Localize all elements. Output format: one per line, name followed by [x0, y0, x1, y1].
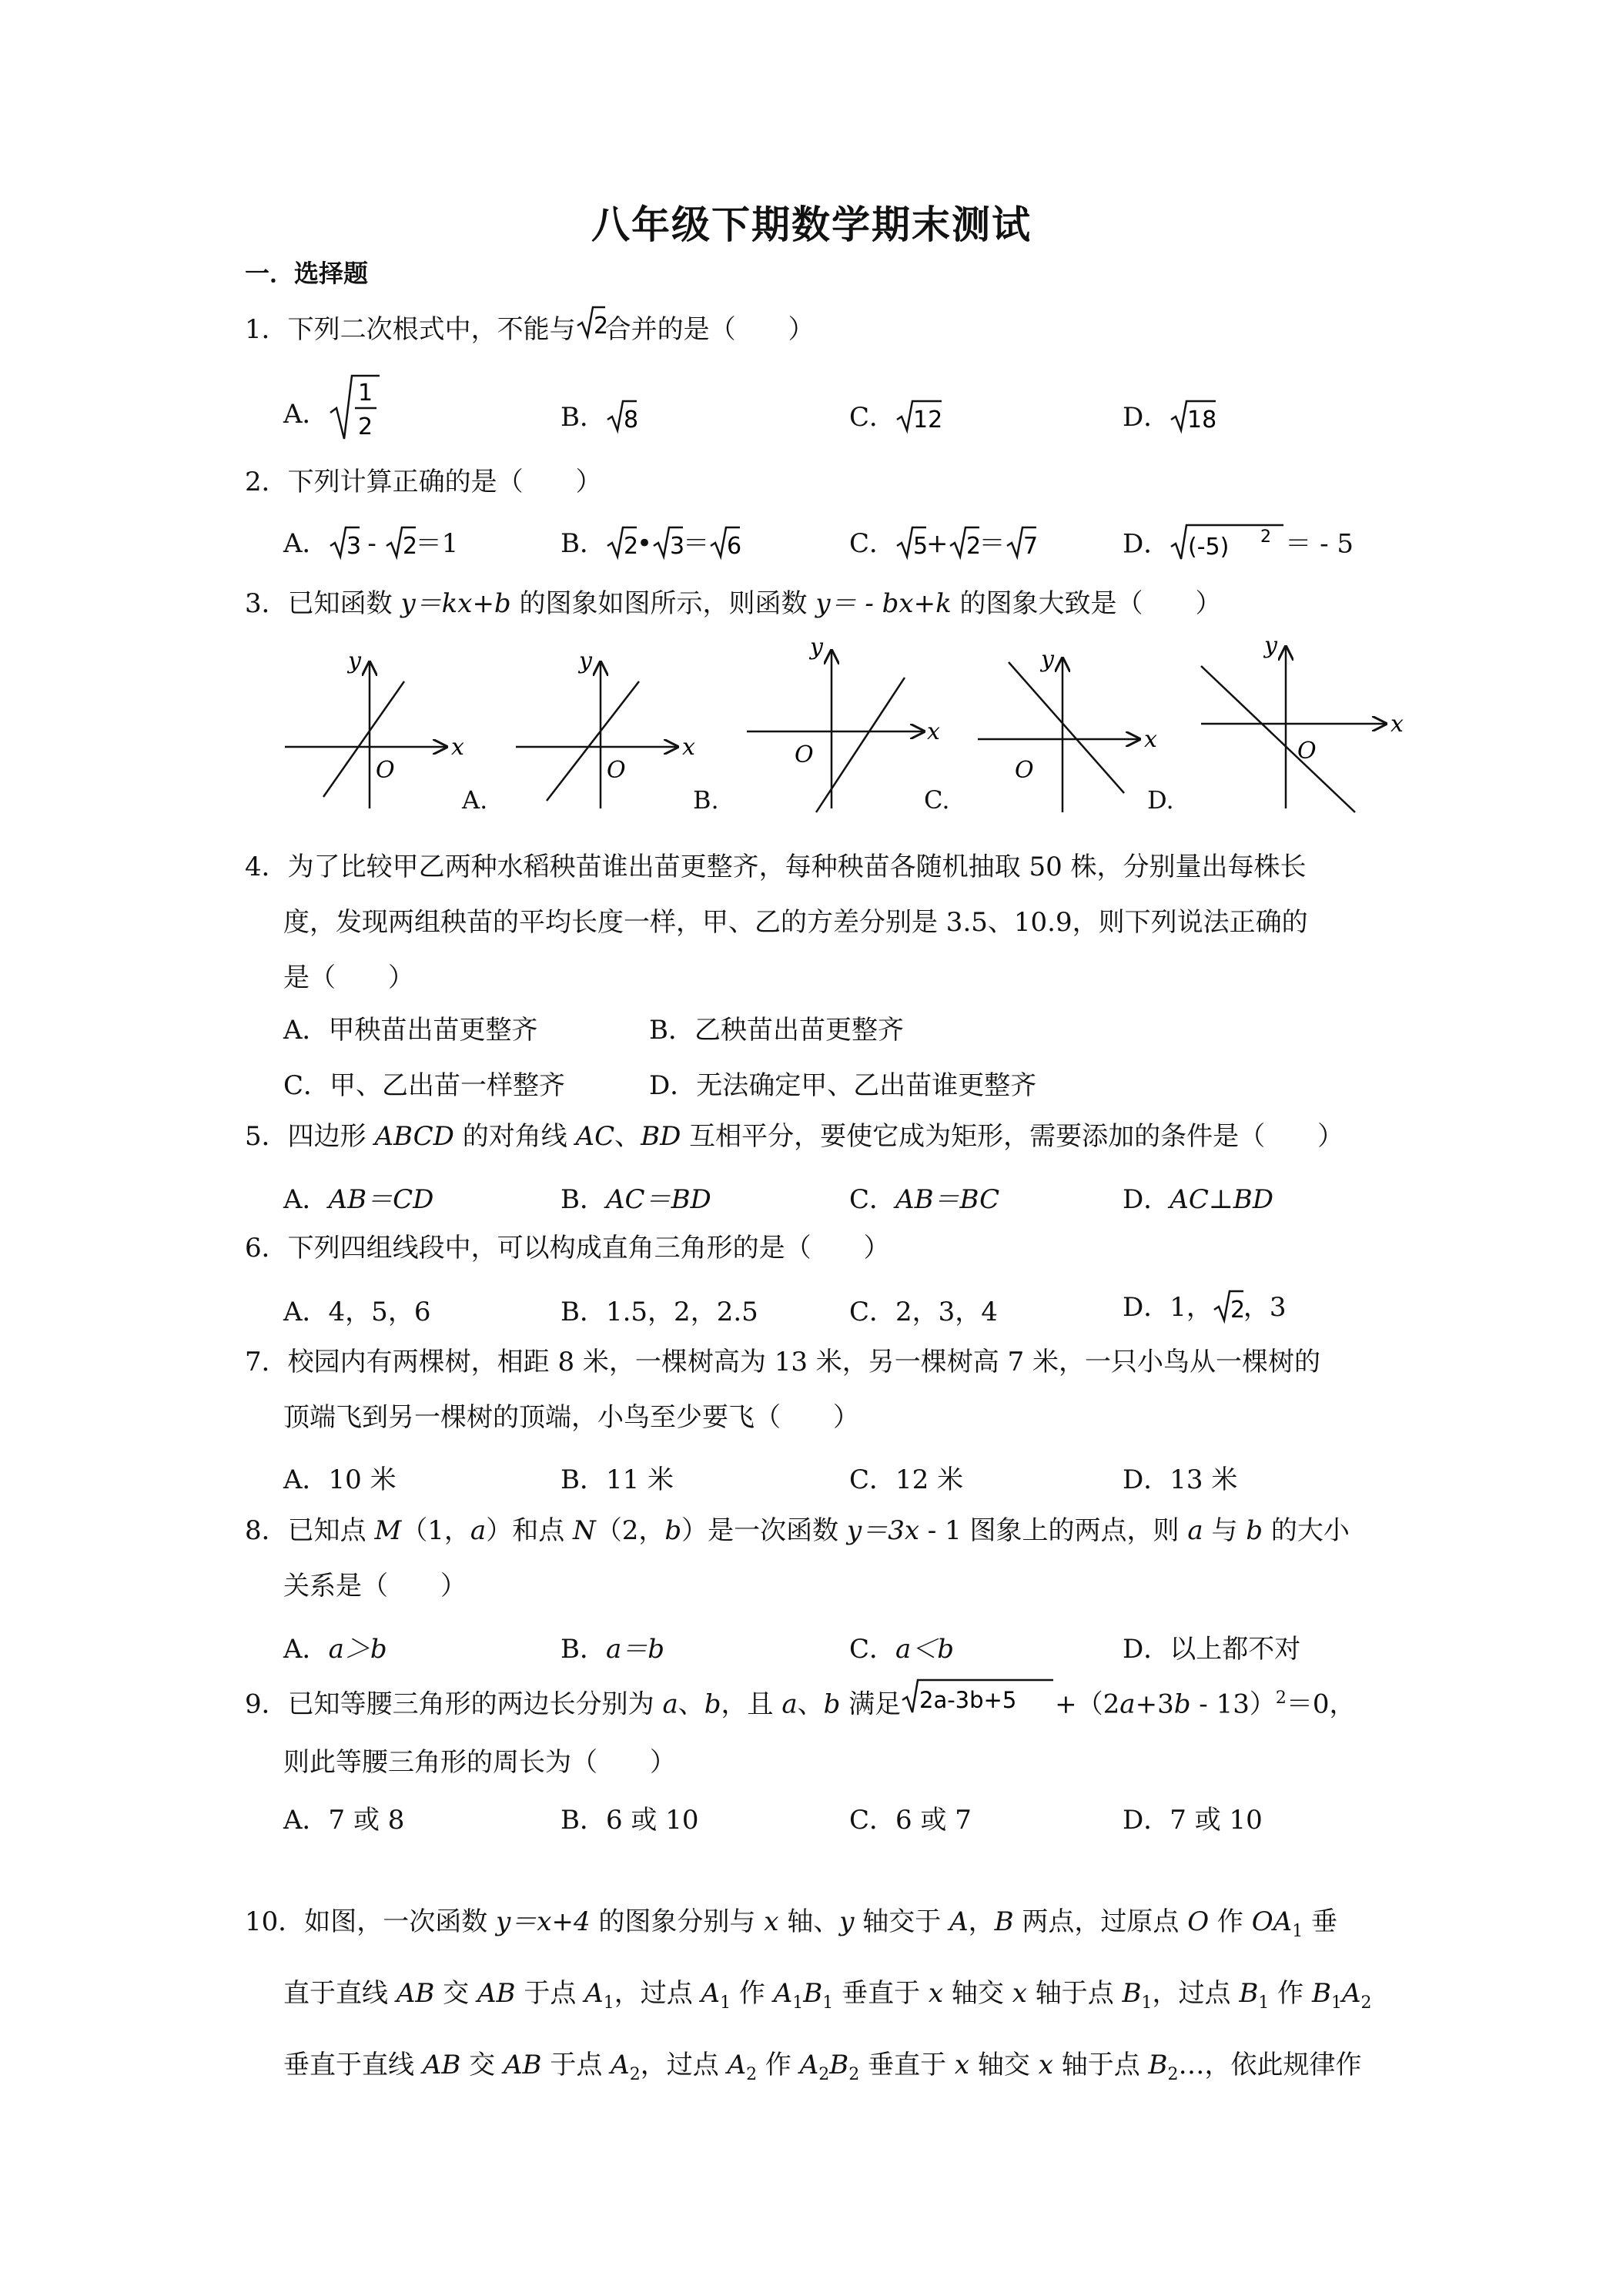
subscript: 1 — [1292, 1921, 1303, 1941]
question-text: 关系是（ ） — [283, 1571, 467, 1602]
question-text: ）是一次函数 — [681, 1515, 847, 1546]
math-var: B — [1122, 1977, 1142, 2009]
formula: y＝3x — [846, 1515, 919, 1546]
radical — [895, 398, 942, 440]
question-text: 直于直线 — [283, 1977, 397, 2009]
option-a[interactable]: A．7 或 8 — [283, 1805, 405, 1836]
formula: y＝x+4 — [496, 1906, 591, 1937]
question-text: 于点 — [515, 1977, 585, 2009]
axis-label-y: y — [348, 648, 361, 674]
math-var: A — [1341, 1977, 1361, 2009]
radical — [329, 524, 360, 567]
question-10-line-3 — [245, 2034, 1372, 2106]
question-text: 四边形 — [287, 1121, 375, 1152]
question-text: 则此等腰三角形的周长为（ ） — [283, 1746, 676, 1778]
option-c[interactable] — [849, 522, 1036, 567]
option-b[interactable] — [561, 396, 637, 440]
math-var: x — [1012, 1977, 1027, 2009]
math-var: AC — [575, 1121, 615, 1152]
question-text: 度，发现两组秧苗的平均长度一样，甲、乙的方差分别是 3.5、10.9，则下列说法正确的 — [283, 907, 1308, 938]
radicand: 6 — [727, 532, 742, 560]
question-number: 9． — [245, 1689, 288, 1720]
radical — [895, 524, 929, 567]
question-text: 、 — [797, 1689, 824, 1720]
math-var: a — [470, 1515, 487, 1546]
option-b[interactable] — [561, 522, 740, 567]
question-text: 的图象分别与 — [590, 1906, 765, 1937]
question-text: 、 — [614, 1121, 641, 1152]
origin-label: O — [607, 757, 626, 784]
math-var: N — [573, 1515, 596, 1546]
radical — [901, 1677, 1055, 1735]
question-2 — [245, 454, 602, 510]
axis-label-x: x — [1390, 711, 1404, 738]
option-b[interactable] — [561, 1178, 711, 1216]
option-b[interactable]: B．1.5，2，2.5 — [561, 1297, 758, 1327]
option-a[interactable] — [283, 1178, 433, 1216]
subscript: 1 — [822, 1993, 834, 2013]
question-4 — [245, 839, 1392, 1006]
option-b[interactable]: B．6 或 10 — [561, 1805, 699, 1836]
option-d[interactable] — [1123, 522, 1354, 569]
math-var: a — [1119, 1689, 1136, 1720]
option-c[interactable]: C．甲、乙出苗一样整齐 — [283, 1070, 566, 1101]
math-var: O — [1187, 1906, 1210, 1937]
math-var: B — [829, 2049, 849, 2080]
equation-result: ＝ - 5 — [1285, 528, 1354, 560]
radicand: 3 — [670, 532, 685, 560]
option-d[interactable]: D．以上都不对 — [1123, 1634, 1301, 1665]
math-var: b — [823, 1689, 841, 1720]
origin-label: O — [376, 757, 395, 784]
math-var: b — [664, 1515, 682, 1546]
question-3-graphs — [277, 632, 1404, 816]
question-number: 5． — [245, 1121, 288, 1152]
math-var: A — [773, 1977, 793, 2009]
question-text: 交 — [434, 1977, 477, 2009]
question-text: 顶端飞到另一棵树的顶端，小鸟至少要飞（ ） — [283, 1402, 859, 1433]
option-label: C． — [849, 1634, 896, 1665]
math-var: B — [1148, 2049, 1168, 2080]
subscript: 1 — [720, 1993, 731, 2013]
question-text: ，过点 — [640, 2049, 728, 2080]
option-label: C． — [849, 402, 896, 433]
math-var: x — [954, 2049, 970, 2080]
question-text: 轴、 — [778, 1906, 840, 1937]
radicand: 3 — [346, 532, 361, 560]
question-7 — [245, 1334, 1392, 1445]
math-var: x — [928, 1977, 944, 2009]
page-title: 八年级下期数学期末测试 — [591, 202, 1032, 247]
math-var: x — [764, 1906, 779, 1937]
radical — [576, 303, 608, 359]
question-number: 7． — [245, 1347, 288, 1377]
option-a[interactable]: A．甲秧苗出苗更整齐 — [283, 1015, 538, 1046]
math-var: A — [584, 1977, 604, 2009]
graph-option-a[interactable] — [516, 648, 695, 808]
option-d[interactable]: D．13 米 — [1123, 1464, 1238, 1495]
option-a[interactable]: A．10 米 — [283, 1464, 397, 1495]
question-text: 已知等腰三角形的两边长分别为 — [287, 1689, 663, 1720]
formula: y＝ - bx+k — [815, 588, 952, 619]
question-text: 作 — [1209, 1906, 1252, 1937]
question-1 — [245, 302, 815, 359]
option-b[interactable] — [561, 1628, 664, 1665]
origin-label: O — [795, 741, 814, 768]
question-text: 、 — [678, 1689, 704, 1720]
exponent: 2 — [1260, 527, 1272, 547]
question-text: 轴交 — [943, 1977, 1012, 2009]
option-c[interactable] — [849, 396, 942, 440]
option-c[interactable]: C．12 米 — [849, 1464, 964, 1495]
question-text: ，过点 — [1152, 1977, 1240, 2009]
option-d[interactable]: D．7 或 10 — [1123, 1805, 1263, 1836]
option-text: D．1， — [1123, 1292, 1213, 1323]
math-var: AB — [503, 2049, 542, 2080]
radical — [385, 524, 416, 567]
option-text: ，3 — [1243, 1292, 1287, 1323]
option-c[interactable]: C．6 或 7 — [849, 1805, 972, 1836]
graph-given — [285, 648, 464, 808]
option-c[interactable]: C．2，3，4 — [849, 1297, 998, 1327]
radicand: 2 — [965, 532, 981, 560]
option-text: a＝b — [606, 1634, 665, 1665]
question-number: 10． — [245, 1906, 305, 1937]
math-var: B — [1311, 1977, 1331, 2009]
question-text: 垂直于 — [859, 2049, 955, 2080]
question-number: 2． — [245, 467, 288, 497]
question-text: 为了比较甲乙两种水稻秧苗谁出苗更整齐，每种秧苗各随机抽取 50 株，分别量出每株长 — [287, 852, 1307, 882]
option-label: C． — [849, 528, 896, 559]
subscript: 2 — [818, 2064, 830, 2084]
question-text: 的对角线 — [453, 1121, 576, 1152]
radical — [1170, 398, 1216, 440]
question-number: 6． — [245, 1233, 288, 1263]
axis-label-x: x — [451, 734, 464, 761]
question-text: （2， — [595, 1515, 665, 1546]
option-d[interactable] — [1123, 1178, 1273, 1216]
question-text: 轴交 — [969, 2049, 1039, 2080]
math-var: A — [727, 2049, 747, 2080]
equation-result: ＝1 — [415, 528, 459, 559]
question-text: 交 — [460, 2049, 504, 2080]
question-number: 3． — [245, 588, 288, 619]
radical — [1006, 524, 1036, 567]
radicand: 2 — [624, 532, 639, 560]
radical-power — [1170, 522, 1285, 569]
graph-option-c[interactable] — [978, 646, 1157, 812]
subscript: 1 — [603, 1993, 614, 2013]
math-var: a — [662, 1689, 678, 1720]
math-var: B — [994, 1906, 1014, 1937]
subscript: 1 — [1330, 1993, 1342, 2013]
radical — [606, 524, 637, 567]
math-var: a — [1187, 1515, 1203, 1546]
question-text: 垂直于 — [833, 1977, 929, 2009]
option-label: B． — [561, 402, 606, 433]
question-text: 轴于点 — [1026, 1977, 1123, 2009]
subscript: 2 — [629, 2064, 641, 2084]
question-text: 的大小 — [1263, 1515, 1350, 1546]
question-text: 满足 — [840, 1689, 902, 1720]
origin-label: O — [1297, 738, 1317, 765]
math-var: ABCD — [374, 1121, 454, 1152]
operator: ＝ — [979, 528, 1006, 559]
section-heading: 一．选择题 — [245, 259, 369, 288]
question-text: （1， — [401, 1515, 470, 1546]
graph-label-d: D. — [1147, 785, 1174, 815]
question-text: 如图，一次函数 — [304, 1906, 497, 1937]
option-label: B． — [561, 1634, 606, 1665]
subscript: 1 — [1141, 1993, 1153, 2013]
question-text: - 1 图象上的两点，则 — [919, 1515, 1188, 1546]
subscript: 2 — [848, 2064, 860, 2084]
option-label: D． — [1123, 402, 1170, 433]
question-text: 下列四组线段中，可以构成直角三角形的是（ ） — [287, 1233, 890, 1263]
option-label: C． — [849, 1184, 896, 1215]
radical — [1213, 1288, 1243, 1330]
question-text: 两点，过原点 — [1013, 1906, 1188, 1937]
question-text: 与 — [1203, 1515, 1247, 1546]
math-var: A — [701, 1977, 721, 2009]
question-text: 下列计算正确的是（ ） — [287, 467, 602, 497]
formula: y＝kx+b — [400, 588, 511, 619]
question-text: 于点 — [541, 2049, 611, 2080]
math-var: AB — [422, 2049, 461, 2080]
radicand: 18 — [1187, 406, 1217, 433]
origin-label: O — [1015, 757, 1034, 784]
question-9 — [245, 1671, 1392, 1790]
radicand: 12 — [913, 406, 943, 433]
question-text: ）和点 — [486, 1515, 574, 1546]
question-text: 合并的是（ ） — [604, 314, 815, 345]
math-var: BD — [641, 1121, 681, 1152]
axis-label-x: x — [682, 734, 695, 761]
question-number: 8． — [245, 1515, 288, 1546]
math-var: B — [803, 1977, 823, 2009]
question-10 — [245, 1891, 1372, 2105]
denominator: 2 — [357, 413, 373, 440]
radicand: 7 — [1022, 532, 1038, 560]
option-b[interactable]: B．乙秧苗出苗更整齐 — [649, 1015, 904, 1046]
radicand: 2 — [593, 313, 608, 340]
math-var: OA — [1251, 1906, 1293, 1937]
question-text: 垂直于直线 — [283, 2049, 423, 2080]
option-a[interactable]: A．4，5，6 — [283, 1297, 431, 1327]
question-text: 的图象大致是（ ） — [951, 588, 1222, 619]
graph-option-b[interactable] — [747, 634, 940, 812]
math-var: A — [611, 2049, 630, 2080]
question-number: 1． — [245, 314, 288, 345]
question-text: 是（ ） — [283, 962, 414, 993]
operator: - — [359, 528, 385, 559]
option-d[interactable]: D．无法确定甲、乙出苗谁更整齐 — [649, 1070, 1037, 1101]
option-text: AB＝BC — [895, 1184, 1000, 1215]
radicand: 8 — [624, 406, 639, 433]
axis-label-y: y — [810, 634, 823, 661]
graph-label-b: B. — [693, 785, 719, 815]
question-text: ， — [968, 1906, 995, 1937]
option-text: AC⊥BD — [1170, 1184, 1274, 1215]
radicand: (-5) — [1188, 534, 1230, 561]
question-number: 4． — [245, 852, 288, 882]
subscript: 2 — [1360, 1993, 1372, 2013]
option-label: B． — [561, 1184, 606, 1215]
option-a[interactable] — [283, 1628, 387, 1665]
radical — [709, 524, 740, 567]
question-text: 作 — [1269, 1977, 1312, 2009]
subscript: 2 — [746, 2064, 758, 2084]
option-label: B． — [561, 528, 606, 559]
math-var: AB — [477, 1977, 516, 2009]
option-label: A． — [283, 528, 329, 559]
question-8 — [245, 1503, 1392, 1614]
option-label: A． — [283, 1634, 329, 1665]
math-var: b — [704, 1689, 721, 1720]
math-var: AB — [396, 1977, 435, 2009]
option-c[interactable] — [849, 1628, 954, 1665]
question-3 — [245, 576, 1221, 631]
radical — [652, 524, 683, 567]
axis-label-x: x — [1144, 726, 1157, 753]
radicand: 2a-3b+5 — [919, 1686, 1017, 1713]
radical — [949, 524, 979, 567]
question-text: …，依此规律作 — [1178, 2049, 1362, 2080]
option-a[interactable] — [283, 522, 458, 567]
option-label: A． — [283, 1184, 329, 1215]
radical — [606, 398, 637, 440]
question-text: 轴交于 — [854, 1906, 950, 1937]
question-text: 校园内有两棵树，相距 8 米，一棵树高为 13 米，另一棵树高 7 米，一只小鸟从一棵树的 — [287, 1347, 1321, 1377]
question-text: 作 — [757, 2049, 800, 2080]
numerator: 1 — [357, 380, 373, 407]
math-var: a — [781, 1689, 798, 1720]
math-var: A — [949, 1906, 969, 1937]
question-text: +（2 — [1055, 1689, 1120, 1720]
question-text: 作 — [731, 1977, 774, 2009]
option-label: A． — [283, 399, 329, 430]
subscript: 1 — [792, 1993, 804, 2013]
radicand: 5 — [913, 532, 929, 560]
graph-option-d[interactable] — [1201, 632, 1404, 812]
axis-label-y: y — [1041, 646, 1054, 673]
operator: • — [637, 528, 653, 559]
option-b[interactable]: B．11 米 — [561, 1464, 674, 1495]
math-var: x — [1038, 2049, 1053, 2080]
option-text: AB＝CD — [328, 1184, 434, 1215]
question-6 — [245, 1220, 890, 1276]
question-text: 下列二次根式中，不能与 — [287, 314, 576, 345]
option-text: a＜b — [895, 1634, 955, 1665]
math-var: A — [799, 2049, 819, 2080]
math-var: B — [1239, 1977, 1259, 2009]
axis-label-y: y — [1264, 632, 1277, 659]
option-d[interactable] — [1123, 396, 1216, 440]
question-text: ，且 — [721, 1689, 782, 1720]
exponent: 2 — [1275, 1689, 1287, 1708]
question-text: 互相平分，要使它成为矩形，需要添加的条件是（ ） — [681, 1121, 1344, 1152]
question-10-line-2 — [245, 1963, 1372, 2034]
radical-fraction — [329, 380, 383, 442]
question-text: ＝0， — [1286, 1689, 1356, 1720]
question-text: 垂 — [1303, 1906, 1337, 1937]
question-text: - 13） — [1190, 1689, 1276, 1720]
question-10-line-1 — [245, 1891, 1372, 1963]
question-text: 轴于点 — [1052, 2049, 1149, 2080]
operator: ＝ — [683, 528, 710, 559]
option-label: D． — [1123, 1184, 1170, 1215]
option-label: D． — [1123, 528, 1170, 560]
math-var: M — [374, 1515, 402, 1546]
question-text: 已知函数 — [287, 588, 401, 619]
option-a[interactable] — [283, 380, 383, 442]
option-d[interactable] — [1123, 1286, 1287, 1330]
math-var: y — [839, 1906, 855, 1937]
radicand: 2 — [1230, 1296, 1245, 1324]
math-var: b — [1173, 1689, 1191, 1720]
axis-label-x: x — [927, 718, 940, 745]
graph-label-a: A. — [462, 785, 488, 815]
operator: + — [926, 528, 949, 559]
question-text: +3 — [1135, 1689, 1174, 1720]
question-text: 已知点 — [287, 1515, 375, 1546]
question-5 — [245, 1109, 1344, 1164]
option-text: AC＝BD — [606, 1184, 711, 1215]
question-text: ，过点 — [614, 1977, 701, 2009]
option-text: a＞b — [328, 1634, 387, 1665]
graph-label-c: C. — [924, 785, 950, 815]
axis-label-y: y — [579, 648, 592, 674]
option-c[interactable] — [849, 1178, 999, 1216]
radicand: 2 — [402, 532, 417, 560]
subscript: 1 — [1258, 1993, 1270, 2013]
question-text: 的图象如图所示，则函数 — [510, 588, 816, 619]
subscript: 2 — [1167, 2064, 1179, 2084]
math-var: b — [1246, 1515, 1263, 1546]
